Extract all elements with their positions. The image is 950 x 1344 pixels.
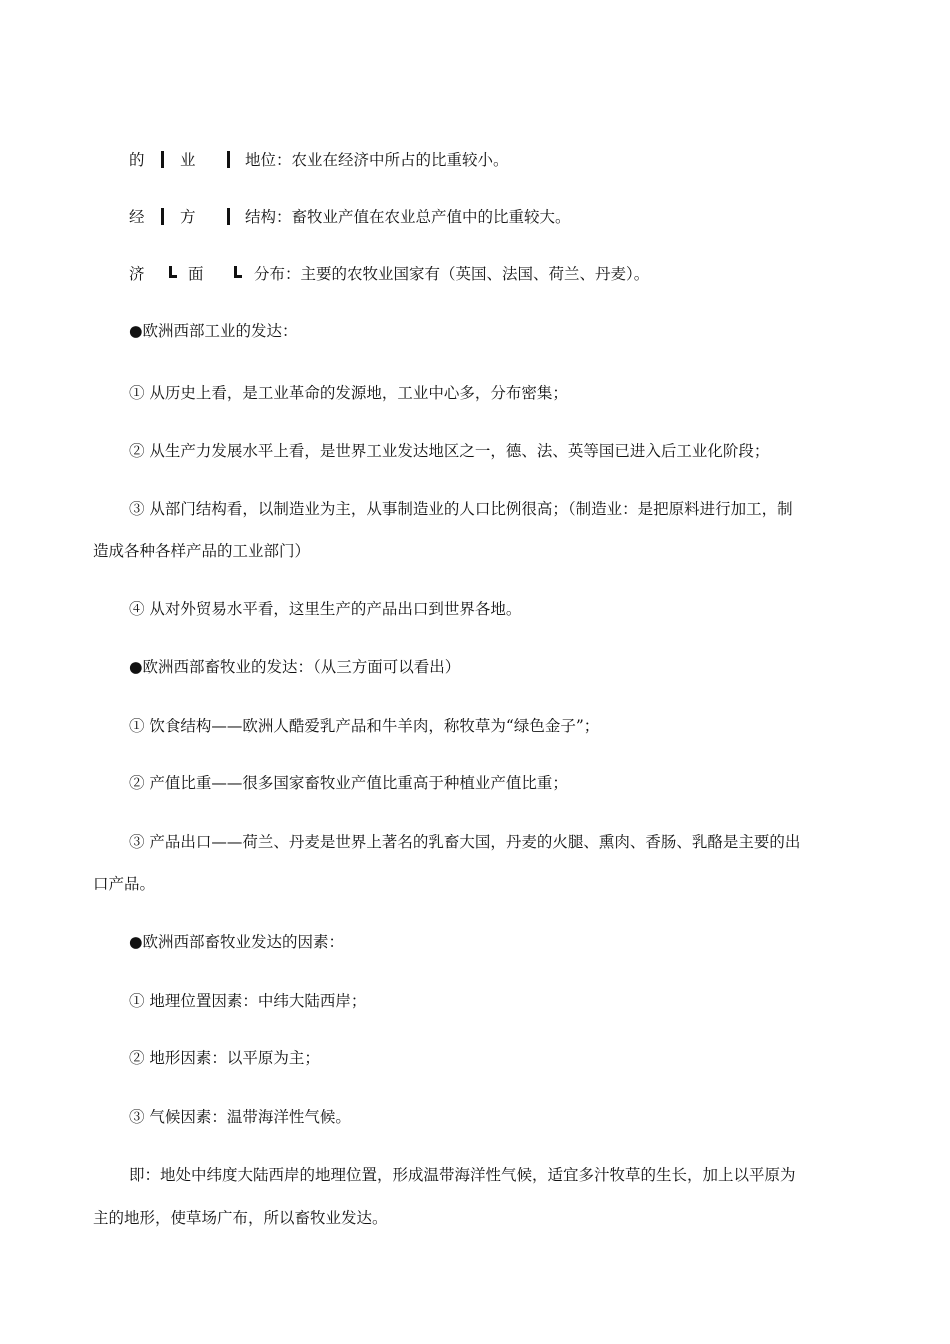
- industry-point-2: ② 从生产力发展水平上看，是世界工业发达地区之一，德、法、英等国已进入后工业化阶段；: [129, 442, 770, 460]
- bracket-corner: [234, 266, 242, 278]
- factor-summary: 即：地处中纬度大陆西岸的地理位置，形成温带海洋性气候，适宜多汁牧草的生长，加上以平原为: [129, 1166, 796, 1184]
- structure-text: 分布：主要的农牧业国家有（英国、法国、荷兰、丹麦）。: [254, 265, 650, 283]
- structure-text: 结构：畜牧业产值在农业总产值中的比重较大。: [245, 208, 571, 226]
- husbandry-point-3-cont: 口产品。: [93, 875, 156, 893]
- structure-char: 济: [129, 265, 145, 283]
- factor-point-1: ① 地理位置因素：中纬大陆西岸；: [129, 992, 367, 1010]
- husbandry-point-3: ③ 产品出口——荷兰、丹麦是世界上著名的乳畜大国，丹麦的火腿、熏肉、香肠、乳酪是主要的出: [129, 833, 801, 851]
- husbandry-point-1: ① 饮食结构——欧洲人酷爱乳产品和牛羊肉，称牧草为“绿色金子”；: [129, 717, 600, 735]
- industry-point-1: ① 从历史上看，是工业革命的发源地，工业中心多，分布密集；: [129, 384, 568, 402]
- bracket-bar: [161, 151, 164, 168]
- bracket-bar: [227, 208, 230, 225]
- factor-point-3: ③ 气候因素：温带海洋性气候。: [129, 1108, 351, 1126]
- industry-point-3-cont: 造成各种各样产品的工业部门）: [93, 542, 311, 560]
- structure-char: 方: [180, 208, 196, 226]
- section-heading-factors: ●欧洲西部畜牧业发达的因素：: [129, 933, 345, 951]
- structure-text: 地位：农业在经济中所占的比重较小。: [245, 151, 509, 169]
- industry-point-3: ③ 从部门结构看，以制造业为主，从事制造业的人口比例很高；（制造业：是把原料进行加工，制: [129, 500, 793, 518]
- factor-point-2: ② 地形因素：以平原为主；: [129, 1049, 320, 1067]
- industry-point-4: ④ 从对外贸易水平看，这里生产的产品出口到世界各地。: [129, 600, 522, 618]
- section-heading-industry: ●欧洲西部工业的发达：: [129, 322, 298, 340]
- factor-summary-cont: 主的地形，使草场广布，所以畜牧业发达。: [93, 1209, 388, 1227]
- bracket-corner: [169, 266, 177, 278]
- structure-char: 经: [129, 208, 145, 226]
- structure-char: 的: [129, 151, 145, 169]
- structure-char: 面: [188, 265, 204, 283]
- bracket-bar: [161, 208, 164, 225]
- section-heading-husbandry: ●欧洲西部畜牧业的发达：（从三方面可以看出）: [129, 658, 461, 676]
- structure-char: 业: [180, 151, 196, 169]
- bracket-bar: [227, 151, 230, 168]
- husbandry-point-2: ② 产值比重——很多国家畜牧业产值比重高于种植业产值比重；: [129, 774, 568, 792]
